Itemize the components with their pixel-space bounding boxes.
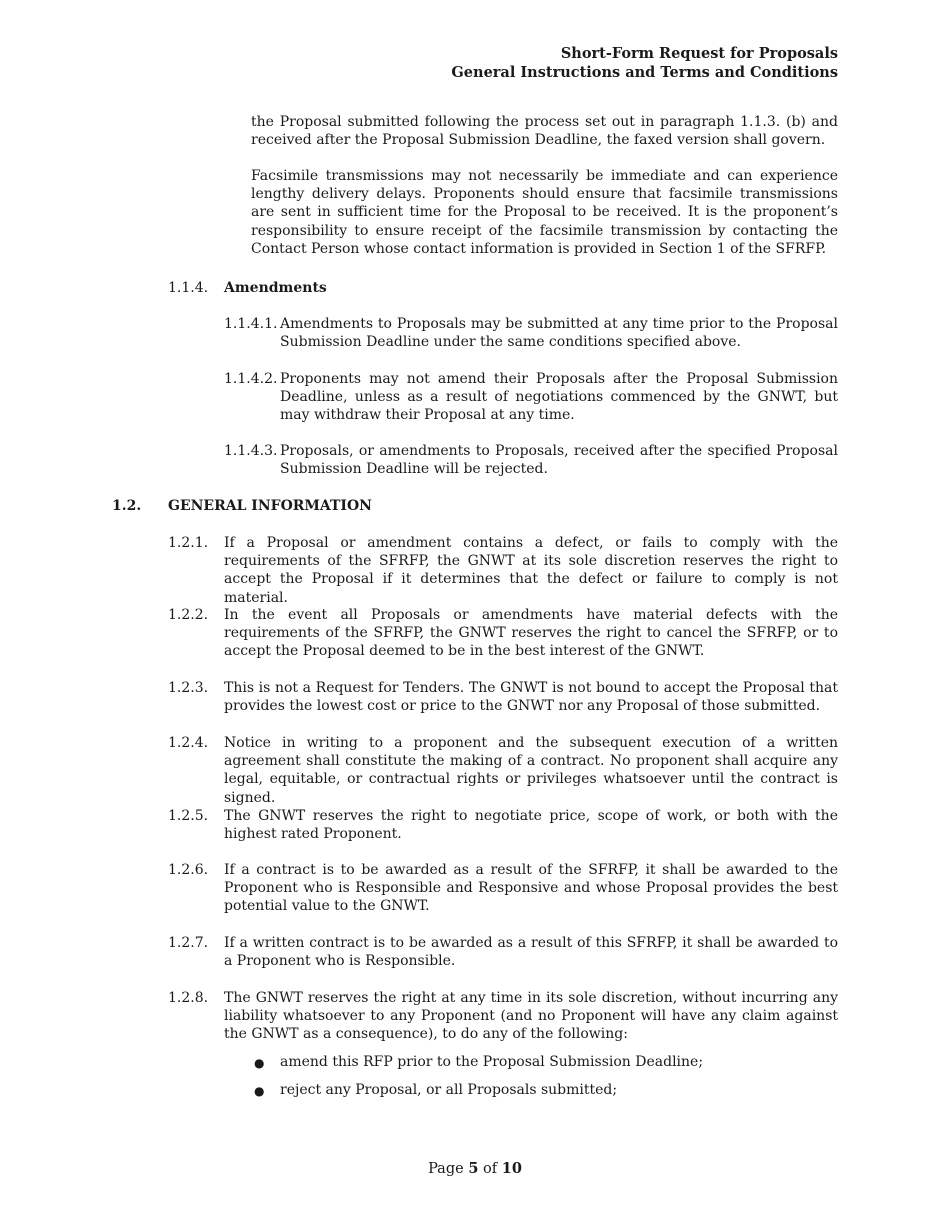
item-text: Proposals, or amendments to Proposals, received after the specified Proposal Submission Deadline will be rejected. — [280, 443, 838, 478]
page-of-label: of — [483, 1161, 498, 1177]
item-text: The GNWT reserves the right to negotiate price, scope of work, or both with the highest rated Proponent. — [224, 808, 838, 843]
item-number: 1.1.4.2. — [224, 371, 278, 387]
section-heading: Amendments — [224, 280, 327, 296]
item-text: This is not a Request for Tenders. The GNWT is not bound to accept the Proposal that provides the lowest cost or price to the GNWT nor any Proposal of those submitted. — [224, 680, 838, 715]
item-text: The GNWT reserves the right at any time in its sole discretion, without incurring any liability whatsoever to any Proponent (and no Proponent will have any claim against the GNWT as a consequence), to do any of the following: — [224, 990, 838, 1043]
section-number: 1.2. — [112, 498, 142, 514]
total-pages: 10 — [501, 1160, 522, 1177]
header-title: Short-Form Request for Proposals — [560, 45, 838, 62]
bullet-icon: ● — [254, 1056, 265, 1070]
item-text: Amendments to Proposals may be submitted at any time prior to the Proposal Submission Deadline under the same conditions specified above. — [280, 316, 838, 351]
item-number: 1.1.4.1. — [224, 316, 278, 332]
page-footer — [0, 1160, 950, 1178]
item-number: 1.2.3. — [168, 680, 209, 696]
intro-paragraph-2: Facsimile transmissions may not necessarily be immediate and can experience lengthy delivery delays. Proponents should ensure that facsimile transmissions are sent in sufficient time for the Proposal to be received. It is the proponent’s responsibility to ensure receipt of the facsimile transmission by contacting the Contact Person whose contact information is provided in Section 1 of the SFRFP. — [251, 168, 838, 257]
item-number: 1.1.4.3. — [224, 443, 278, 459]
page-header — [451, 45, 838, 82]
item-number: 1.2.1. — [168, 535, 209, 551]
item-text: Notice in writing to a proponent and the subsequent execution of a written agreement shall constitute the making of a contract. No proponent shall acquire any legal, equitable, or contractual rights or privileges whatsoever until the contract is signed. — [224, 735, 838, 806]
item-text: If a written contract is to be awarded as a result of this SFRFP, it shall be awarded to a Proponent who is Responsible. — [224, 935, 838, 970]
current-page: 5 — [468, 1160, 479, 1177]
page-label: Page — [428, 1161, 464, 1177]
header-subtitle: General Instructions and Terms and Conditions — [451, 63, 838, 81]
bullet-text: reject any Proposal, or all Proposals submitted; — [280, 1082, 618, 1098]
section-number: 1.1.4. — [168, 280, 209, 296]
item-number: 1.2.5. — [168, 808, 209, 824]
section-heading: GENERAL INFORMATION — [168, 498, 372, 514]
item-number: 1.2.2. — [168, 607, 209, 623]
intro-paragraph-1: the Proposal submitted following the process set out in paragraph 1.1.3. (b) and received after the Proposal Submission Deadline, the faxed version shall govern. — [251, 114, 838, 149]
item-text: Proponents may not amend their Proposals after the Proposal Submission Deadline, unless as a result of negotiations commenced by the GNWT, but may withdraw their Proposal at any time. — [280, 371, 838, 424]
item-number: 1.2.6. — [168, 862, 209, 878]
item-number: 1.2.8. — [168, 990, 209, 1006]
item-text: In the event all Proposals or amendments have material defects with the requirements of the SFRFP, the GNWT reserves the right to cancel the SFRFP, or to accept the Proposal deemed to be in the best interest of the GNWT. — [224, 607, 838, 660]
item-text: If a contract is to be awarded as a result of the SFRFP, it shall be awarded to the Proponent who is Responsible and Responsive and whose Proposal provides the best potential value to the GNWT. — [224, 862, 838, 915]
item-text: If a Proposal or amendment contains a defect, or fails to comply with the requirements of the SFRFP, the GNWT at its sole discretion reserves the right to accept the Proposal if it determines that the defect or failure to comply is not material. — [224, 535, 838, 606]
item-number: 1.2.4. — [168, 735, 209, 751]
item-number: 1.2.7. — [168, 935, 209, 951]
bullet-text: amend this RFP prior to the Proposal Submission Deadline; — [280, 1054, 704, 1070]
bullet-icon: ● — [254, 1084, 265, 1098]
